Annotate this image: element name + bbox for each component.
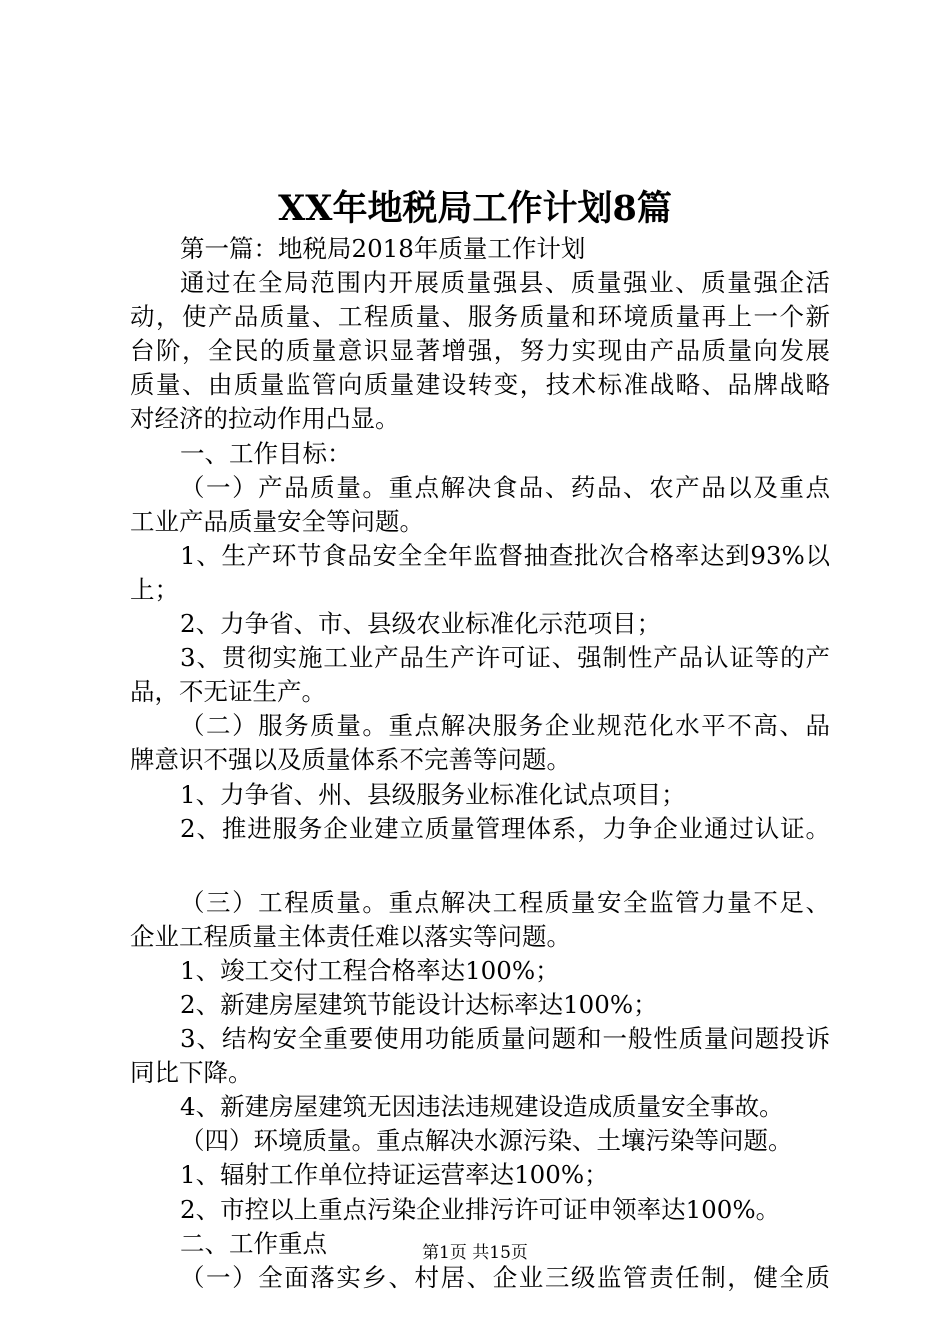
text-line: 2、力争省、市、县级农业标准化示范项目；	[180, 609, 662, 639]
text-line: 1、辐射工作单位持证运营率达100%；	[180, 1160, 609, 1190]
text-line: （二）服务质量。重点解决服务企业规范化水平不高、品	[180, 711, 830, 741]
text-line: （一）产品质量。重点解决食品、药品、农产品以及重点	[180, 472, 830, 502]
text-line: （四）环境质量。重点解决水源污染、土壤污染等问题。	[180, 1126, 793, 1156]
document-title: XX年地税局工作计划8篇	[278, 188, 672, 229]
text-line: 3、贯彻实施工业产品生产许可证、强制性产品认证等的产	[180, 643, 830, 673]
text-line: 品，不无证生产。	[130, 677, 326, 707]
text-line: 一、工作目标：	[180, 438, 352, 468]
text-line: 质量、由质量监管向质量建设转变，技术标准战略、品牌战略	[130, 370, 830, 400]
text-line: 台阶，全民的质量意识显著增强，努力实现由产品质量向发展	[130, 336, 830, 366]
text-line: 2、新建房屋建筑节能设计达标率达100%；	[180, 989, 658, 1019]
document-body	[130, 232, 830, 1295]
text-line: 上；	[130, 574, 179, 604]
text-line: 1、竣工交付工程合格率达100%；	[180, 955, 560, 985]
text-line: 动，使产品质量、工程质量、服务质量和环境质量再上一个新	[130, 302, 830, 332]
text-line: （三）工程质量。重点解决工程质量安全监管力量不足、	[180, 887, 830, 917]
text-line: 2、推进服务企业建立质量管理体系，力争企业通过认证。	[180, 813, 830, 843]
text-line: 企业工程质量主体责任难以落实等问题。	[130, 921, 571, 951]
text-line: 第一篇：地税局2018年质量工作计划	[180, 234, 586, 263]
text-line: 2、市控以上重点污染企业排污许可证申领率达100%。	[180, 1194, 781, 1224]
text-line: 工业产品质量安全等问题。	[130, 506, 424, 536]
text-line: 1、生产环节食品安全全年监督抽查批次合格率达到93%以	[180, 540, 830, 570]
text-line: 通过在全局范围内开展质量强县、质量强业、质量强企活	[180, 268, 830, 298]
page-footer: 第1页 共15页	[422, 1243, 528, 1263]
text-line: 3、结构安全重要使用功能质量问题和一般性质量问题投诉	[180, 1024, 830, 1054]
text-line: （一）全面落实乡、村居、企业三级监管责任制，健全质	[180, 1262, 830, 1292]
text-line: 同比下降。	[130, 1058, 253, 1088]
text-line: 牌意识不强以及质量体系不完善等问题。	[130, 745, 571, 775]
text-line: 对经济的拉动作用凸显。	[130, 404, 400, 434]
text-line: 4、新建房屋建筑无因违法违规建设造成质量安全事故。	[180, 1092, 784, 1122]
blank-line	[130, 846, 830, 886]
text-line: 二、工作重点	[180, 1228, 327, 1258]
text-line: 1、力争省、州、县级服务业标准化试点项目；	[180, 779, 686, 809]
